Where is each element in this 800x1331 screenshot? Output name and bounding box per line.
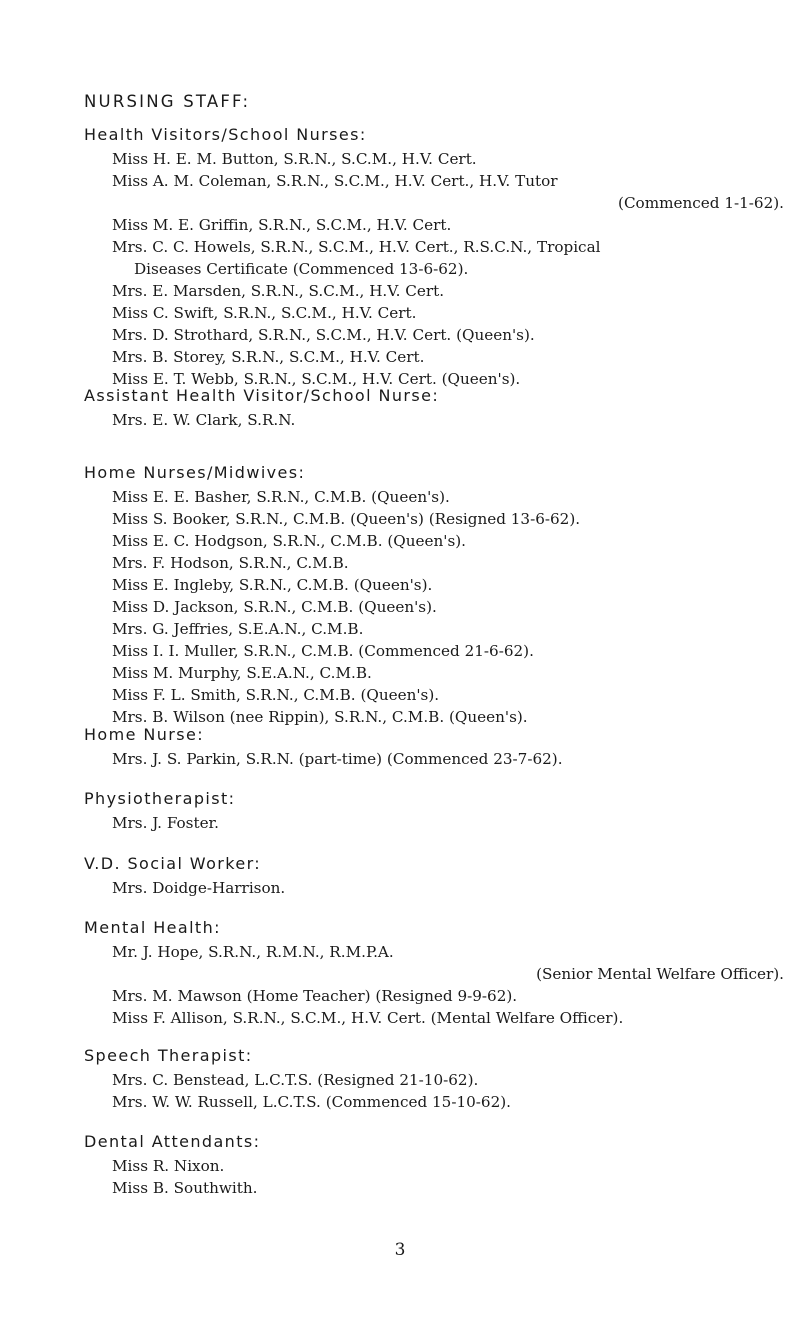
staff-entry: Miss F. L. Smith, S.R.N., C.M.B. (Queen's).: [112, 686, 440, 704]
staff-entry: Miss F. Allison, S.R.N., S.C.M., H.V. Cert. (Mental Welfare Officer).: [112, 1009, 624, 1027]
staff-entry: Miss E. E. Basher, S.R.N., C.M.B. (Queen's).: [112, 488, 450, 506]
section-title: Assistant Health Visitor/School Nurse:: [84, 386, 440, 405]
staff-list: [84, 941, 784, 1029]
section-title: V.D. Social Worker:: [84, 854, 262, 873]
staff-entry: Miss M. E. Griffin, S.R.N., S.C.M., H.V. Cert.: [112, 216, 452, 234]
staff-entry: Miss C. Swift, S.R.N., S.C.M., H.V. Cert.: [112, 304, 417, 322]
staff-entry: Miss E. Ingleby, S.R.N., C.M.B. (Queen's).: [112, 576, 433, 594]
staff-entry: Miss R. Nixon.: [112, 1157, 225, 1175]
staff-entry: Miss E. C. Hodgson, S.R.N., C.M.B. (Queen's).: [112, 532, 466, 550]
staff-entry: Mrs. W. W. Russell, L.C.T.S. (Commenced 15-10-62).: [112, 1093, 511, 1111]
section-home-nurse: [84, 722, 784, 770]
staff-list: [84, 1155, 784, 1199]
section-physiotherapist: [84, 786, 784, 834]
staff-entry: Mrs. F. Hodson, S.R.N., C.M.B.: [112, 554, 349, 572]
section-title: Mental Health:: [84, 918, 221, 937]
staff-entry: Miss H. E. M. Button, S.R.N., S.C.M., H.V. Cert.: [112, 150, 477, 168]
staff-list: [84, 409, 784, 431]
staff-entry: Miss M. Murphy, S.E.A.N., C.M.B.: [112, 664, 372, 682]
section-vd-social-worker: [84, 851, 784, 899]
staff-entry: Miss S. Booker, S.R.N., C.M.B. (Queen's) (Resigned 13-6-62).: [112, 510, 581, 528]
staff-entry-continuation: (Senior Mental Welfare Officer).: [536, 965, 784, 983]
staff-entry-line: Mr. J. Hope, S.R.N., R.M.N., R.M.P.A.: [112, 943, 394, 961]
section-dental-attendants: [84, 1129, 784, 1199]
section-title: Dental Attendants:: [84, 1132, 261, 1151]
staff-entry: Mrs. D. Strothard, S.R.N., S.C.M., H.V. Cert. (Queen's).: [112, 326, 535, 344]
section-health-visitors: [84, 122, 784, 390]
staff-list: [84, 748, 784, 770]
staff-entry: Mrs. B. Wilson (nee Rippin), S.R.N., C.M.B. (Queen's).: [112, 708, 528, 726]
staff-entry: Mrs. B. Storey, S.R.N., S.C.M., H.V. Cert.: [112, 348, 425, 366]
staff-entry-line: Mrs. C. C. Howels, S.R.N., S.C.M., H.V. Cert., R.S.C.N., Tropical: [112, 238, 601, 256]
staff-entry: Miss I. I. Muller, S.R.N., C.M.B. (Commenced 21-6-62).: [112, 642, 534, 660]
section-speech-therapist: [84, 1043, 784, 1113]
staff-list: [84, 1069, 784, 1113]
staff-entry: Mrs. E. Marsden, S.R.N., S.C.M., H.V. Cert.: [112, 282, 445, 300]
section-mental-health: [84, 915, 784, 1029]
staff-entry-continuation: Diseases Certificate (Commenced 13-6-62).: [134, 260, 469, 278]
staff-list: [84, 486, 784, 728]
staff-entry: Miss D. Jackson, S.R.N., C.M.B. (Queen's).: [112, 598, 437, 616]
staff-entry: Mrs. M. Mawson (Home Teacher) (Resigned 9-9-62).: [112, 987, 518, 1005]
section-home-nurses-midwives: [84, 460, 784, 728]
staff-entry: [84, 941, 784, 985]
staff-entry-line: Miss A. M. Coleman, S.R.N., S.C.M., H.V. Cert., H.V. Tutor: [112, 172, 558, 190]
staff-list: [84, 812, 784, 834]
staff-list: [84, 877, 784, 899]
staff-entry: Mrs. G. Jeffries, S.E.A.N., C.M.B.: [112, 620, 364, 638]
staff-entry: [84, 236, 784, 280]
section-assistant-health-visitor: [84, 383, 784, 431]
page-number: 3: [394, 1240, 406, 1260]
section-title: Home Nurses/Midwives:: [84, 463, 306, 482]
staff-entry: Mrs. E. W. Clark, S.R.N.: [112, 411, 296, 429]
staff-entry: Mrs. J. Foster.: [112, 814, 219, 832]
section-title: Health Visitors/School Nurses:: [84, 125, 367, 144]
staff-entry-continuation: (Commenced 1-1-62).: [618, 194, 784, 212]
staff-entry: Mrs. Doidge-Harrison.: [112, 879, 286, 897]
staff-list: [84, 148, 784, 390]
section-title: Physiotherapist:: [84, 789, 236, 808]
section-title: Speech Therapist:: [84, 1046, 253, 1065]
staff-entry: Mrs. J. S. Parkin, S.R.N. (part-time) (Commenced 23-7-62).: [112, 750, 563, 768]
staff-entry: [84, 170, 784, 214]
staff-entry: Miss B. Southwith.: [112, 1179, 258, 1197]
staff-entry: Miss E. T. Webb, S.R.N., S.C.M., H.V. Cert. (Queen's).: [112, 370, 521, 388]
staff-entry: Mrs. C. Benstead, L.C.T.S. (Resigned 21-10-62).: [112, 1071, 479, 1089]
section-title: Home Nurse:: [84, 725, 204, 744]
page-heading: NURSING STAFF:: [84, 92, 251, 111]
